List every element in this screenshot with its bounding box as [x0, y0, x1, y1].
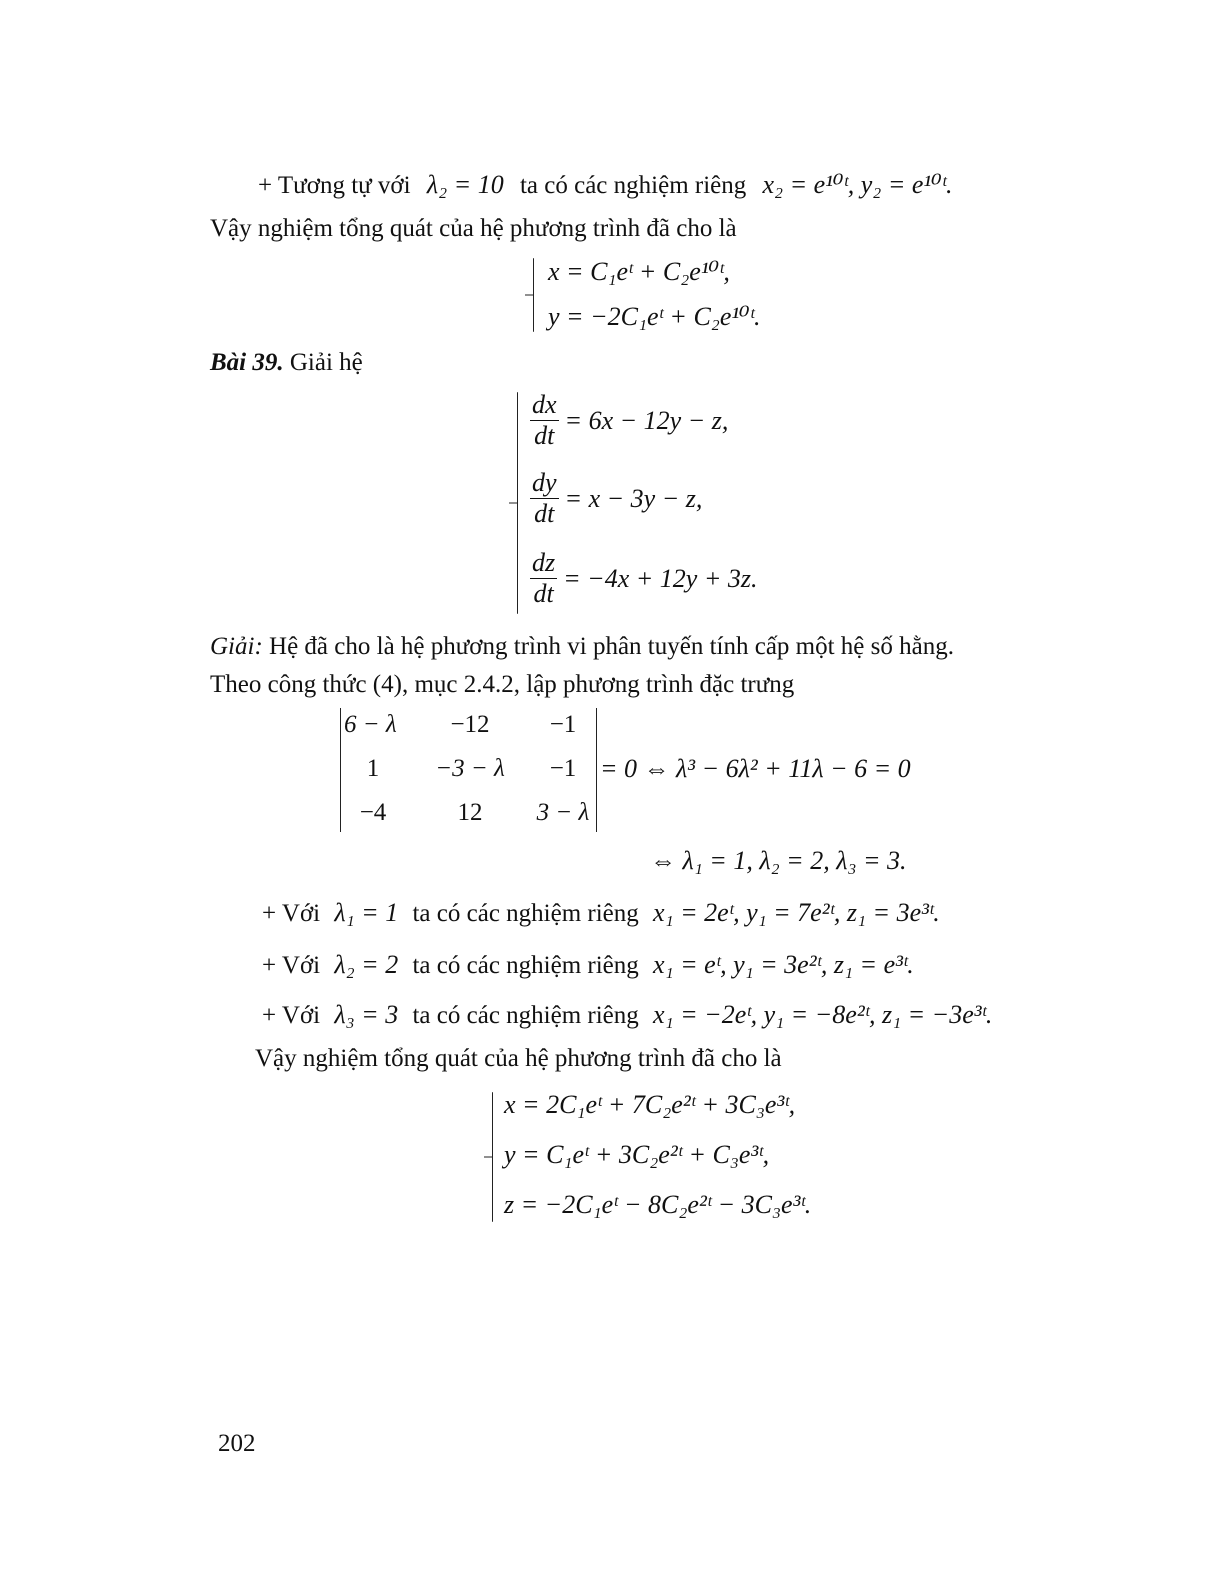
ode-eq3-rhs: = −4x + 12y + 3z.: [563, 563, 758, 593]
case2-line: [262, 950, 914, 981]
page-number: 202: [218, 1430, 256, 1457]
det-r1c3: −1: [549, 711, 577, 738]
similar-case-text: + Tương tự với: [258, 172, 411, 199]
system1-brace: [533, 258, 534, 332]
system1-eq1: x = C₁eᵗ + C₂e¹⁰ᵗ,: [548, 257, 730, 286]
characteristic-equation: = 0 ⇔ λ³ − 6λ² + 11λ − 6 = 0: [600, 754, 911, 783]
case3-text: + Với: [262, 1002, 321, 1029]
ode-eq2-denominator: dt: [534, 499, 555, 528]
ode-eq2-rhs: = x − 3y − z,: [564, 483, 703, 513]
ode-eq3: [530, 548, 758, 609]
det-r1c1: 6 − λ: [344, 711, 397, 738]
solution-line1: [210, 632, 954, 662]
case1-solution: x₁ = 2eᵗ, y₁ = 7e²ᵗ, z₁ = 3e³ᵗ.: [653, 898, 940, 927]
case2-text2: ta có các nghiệm riêng: [412, 952, 639, 979]
similar-case-line: [258, 170, 953, 201]
system2-brace: [492, 1092, 493, 1222]
case3-solution: x₁ = −2eᵗ, y₁ = −8e²ᵗ, z₁ = −3e³ᵗ.: [653, 1000, 993, 1029]
system1-eq2: y = −2C₁eᵗ + C₂e¹⁰ᵗ.: [548, 302, 761, 331]
ode-eq3-numerator: dz: [532, 548, 556, 577]
case2-solution: x₁ = eᵗ, y₁ = 3e²ᵗ, z₁ = e³ᵗ.: [653, 950, 914, 979]
system2-eq1: x = 2C₁eᵗ + 7C₂e²ᵗ + 3C₃e³ᵗ,: [504, 1090, 796, 1119]
lambda2-value: λ₂ = 10: [426, 170, 504, 199]
case3-eigenvalue: λ₃ = 3: [334, 1000, 399, 1029]
case1-text: + Với: [262, 900, 321, 927]
case2-text: + Với: [262, 952, 321, 979]
det-r3c1: −4: [359, 799, 387, 826]
case3-text2: ta có các nghiệm riêng: [412, 1002, 639, 1029]
det-r1c2: −12: [450, 711, 490, 738]
problem-heading: [210, 348, 363, 378]
det-r2c1: 1: [366, 755, 380, 782]
det-r3c2: 12: [457, 799, 483, 826]
ode-system-brace: [517, 392, 518, 614]
solution-text: Hệ đã cho là hệ phương trình vi phân tuyến tính cấp một hệ số hằng.: [269, 633, 954, 660]
ode-eq1-numerator: dx: [532, 390, 557, 419]
case1-text2: ta có các nghiệm riêng: [412, 900, 639, 927]
problem-label: Bài 39.: [210, 349, 284, 376]
particular-solutions-text: ta có các nghiệm riêng: [519, 172, 747, 199]
case1-line: [262, 898, 940, 929]
ode-eq1-rhs: = 6x − 12y − z,: [564, 405, 729, 435]
particular-solutions-eq: x₂ = e¹⁰ᵗ, y₂ = e¹⁰ᵗ.: [762, 170, 953, 199]
det-r2c2: −3 − λ: [435, 755, 505, 782]
system2-eq3: z = −2C₁eᵗ − 8C₂e²ᵗ − 3C₃e³ᵗ.: [504, 1190, 812, 1219]
eigenvalues: ⇔ λ₁ = 1, λ₂ = 2, λ₃ = 3.: [650, 846, 907, 875]
problem-text: Giải hệ: [289, 349, 363, 376]
ode-eq1-denominator: dt: [534, 421, 555, 450]
system2-eq2: y = C₁eᵗ + 3C₂e²ᵗ + C₃e³ᵗ,: [504, 1140, 770, 1169]
case3-line: [262, 1000, 992, 1031]
conclusion-text: Vậy nghiệm tổng quát của hệ phương trình đã cho là: [255, 1045, 782, 1072]
det-r3c3: 3 − λ: [536, 799, 590, 826]
ode-eq1: [530, 390, 728, 451]
det-r2c3: −1: [549, 755, 577, 782]
ode-eq2-numerator: dy: [532, 468, 557, 497]
ode-eq3-denominator: dt: [533, 579, 554, 608]
solution-label: Giải:: [210, 633, 263, 660]
general-solution-intro: Vậy nghiệm tổng quát của hệ phương trình đã cho là: [210, 215, 737, 242]
solution-line2: Theo công thức (4), mục 2.4.2, lập phương trình đặc trưng: [210, 671, 795, 698]
case2-eigenvalue: λ₂ = 2: [334, 950, 399, 979]
case1-eigenvalue: λ₁ = 1: [334, 898, 399, 927]
ode-eq2: [530, 468, 702, 529]
